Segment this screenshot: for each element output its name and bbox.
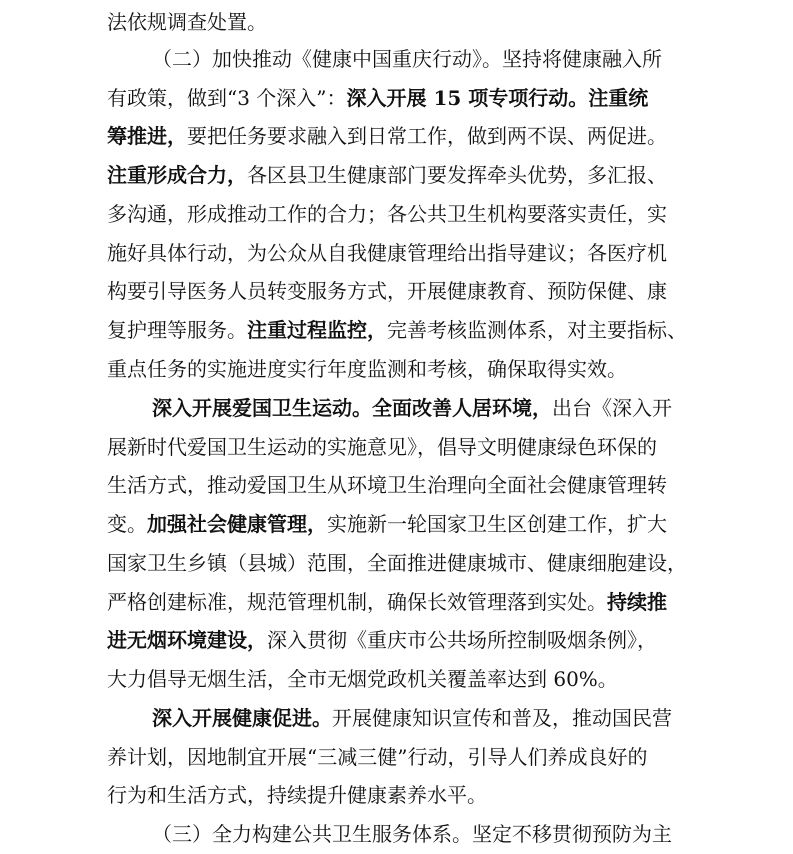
text-segment: 多沟通，形成推动工作的合力；各公共卫生机构要落实责任，实	[107, 202, 667, 226]
text-segment: 实施新一轮国家卫生区创建工作，扩大	[327, 512, 667, 536]
text-segment: 完善考核监测体系，对主要指标、	[387, 318, 687, 342]
text-line	[107, 775, 487, 815]
bold-text-segment: 深入开展爱国卫生运动。	[152, 396, 372, 420]
text-segment: 生活方式，推动爱国卫生从环境卫生治理向全面社会健康管理转	[107, 473, 667, 497]
text-line	[107, 659, 618, 699]
text-line	[107, 78, 648, 118]
text-line	[107, 155, 667, 195]
bold-text-segment: 深入开展健康促进。	[152, 706, 332, 730]
text-segment: 构要引导医务人员转变服务方式，开展健康教育、预防保健、康	[107, 279, 667, 303]
text-segment: （二）加快推动《健康中国重庆行动》。坚持将健康融入所	[152, 47, 662, 71]
text-segment: 开展健康知识宣传和普及，推动国民营	[332, 706, 672, 730]
text-line	[107, 543, 687, 583]
text-segment: 法依规调查处置。	[107, 10, 267, 34]
bold-text-segment: 持续推	[607, 590, 667, 614]
text-segment: 重点任务的实施进度实行年度监测和考核，确保取得实效。	[107, 357, 627, 381]
text-line	[152, 388, 672, 428]
text-line	[152, 39, 662, 79]
bold-text-segment: 筹推进，	[107, 124, 187, 148]
text-line	[107, 582, 667, 622]
text-line	[107, 737, 647, 777]
text-segment: 大力倡导无烟生活，全市无烟党政机关覆盖率达到 60%。	[107, 667, 618, 691]
text-segment: 有政策，做到“3 个深入”：	[107, 86, 347, 110]
text-line	[152, 814, 672, 854]
text-line	[107, 271, 667, 311]
text-line	[107, 194, 667, 234]
text-segment: 变。	[107, 512, 147, 536]
text-segment: 复护理等服务。	[107, 318, 247, 342]
bold-text-segment: 加强社会健康管理，	[147, 512, 327, 536]
text-line	[107, 116, 667, 156]
text-line	[152, 698, 672, 738]
text-segment: 行为和生活方式，持续提升健康素养水平。	[107, 783, 487, 807]
text-line	[107, 349, 627, 389]
bold-text-segment: 注重过程监控，	[247, 318, 387, 342]
text-segment: 各区县卫生健康部门要发挥牵头优势，多汇报、	[247, 163, 667, 187]
text-line	[107, 310, 687, 350]
text-line	[107, 504, 667, 544]
text-segment: 深入贯彻《重庆市公共场所控制吸烟条例》，	[267, 628, 657, 652]
bold-text-segment: 注重形成合力，	[107, 163, 247, 187]
text-segment: 严格创建标准，规范管理机制，确保长效管理落到实处。	[107, 590, 607, 614]
bold-text-segment: 注重统	[588, 86, 649, 110]
text-line	[107, 2, 267, 42]
text-line	[107, 465, 667, 505]
text-segment: （三）全力构建公共卫生服务体系。坚定不移贯彻预防为主	[152, 822, 672, 846]
bold-text-segment: 全面改善人居环境，	[372, 396, 552, 420]
text-line	[107, 620, 657, 660]
text-line	[107, 233, 667, 273]
text-segment: 展新时代爱国卫生运动的实施意见》，倡导文明健康绿色环保的	[107, 435, 657, 459]
text-segment: 出台《深入开	[552, 396, 672, 420]
bold-text-segment: 深入开展 15 项专项行动。	[346, 86, 589, 110]
text-segment: 国家卫生乡镇（县城）范围，全面推进健康城市、健康细胞建设，	[107, 551, 687, 575]
text-line	[107, 427, 657, 467]
text-segment: 施好具体行动，为公众从自我健康管理给出指导建议；各医疗机	[107, 241, 667, 265]
text-segment: 养计划，因地制宜开展“三减三健”行动，引导人们养成良好的	[107, 745, 648, 769]
bold-text-segment: 进无烟环境建设，	[107, 628, 267, 652]
text-segment: 要把任务要求融入到日常工作，做到两不误、两促进。	[187, 124, 667, 148]
